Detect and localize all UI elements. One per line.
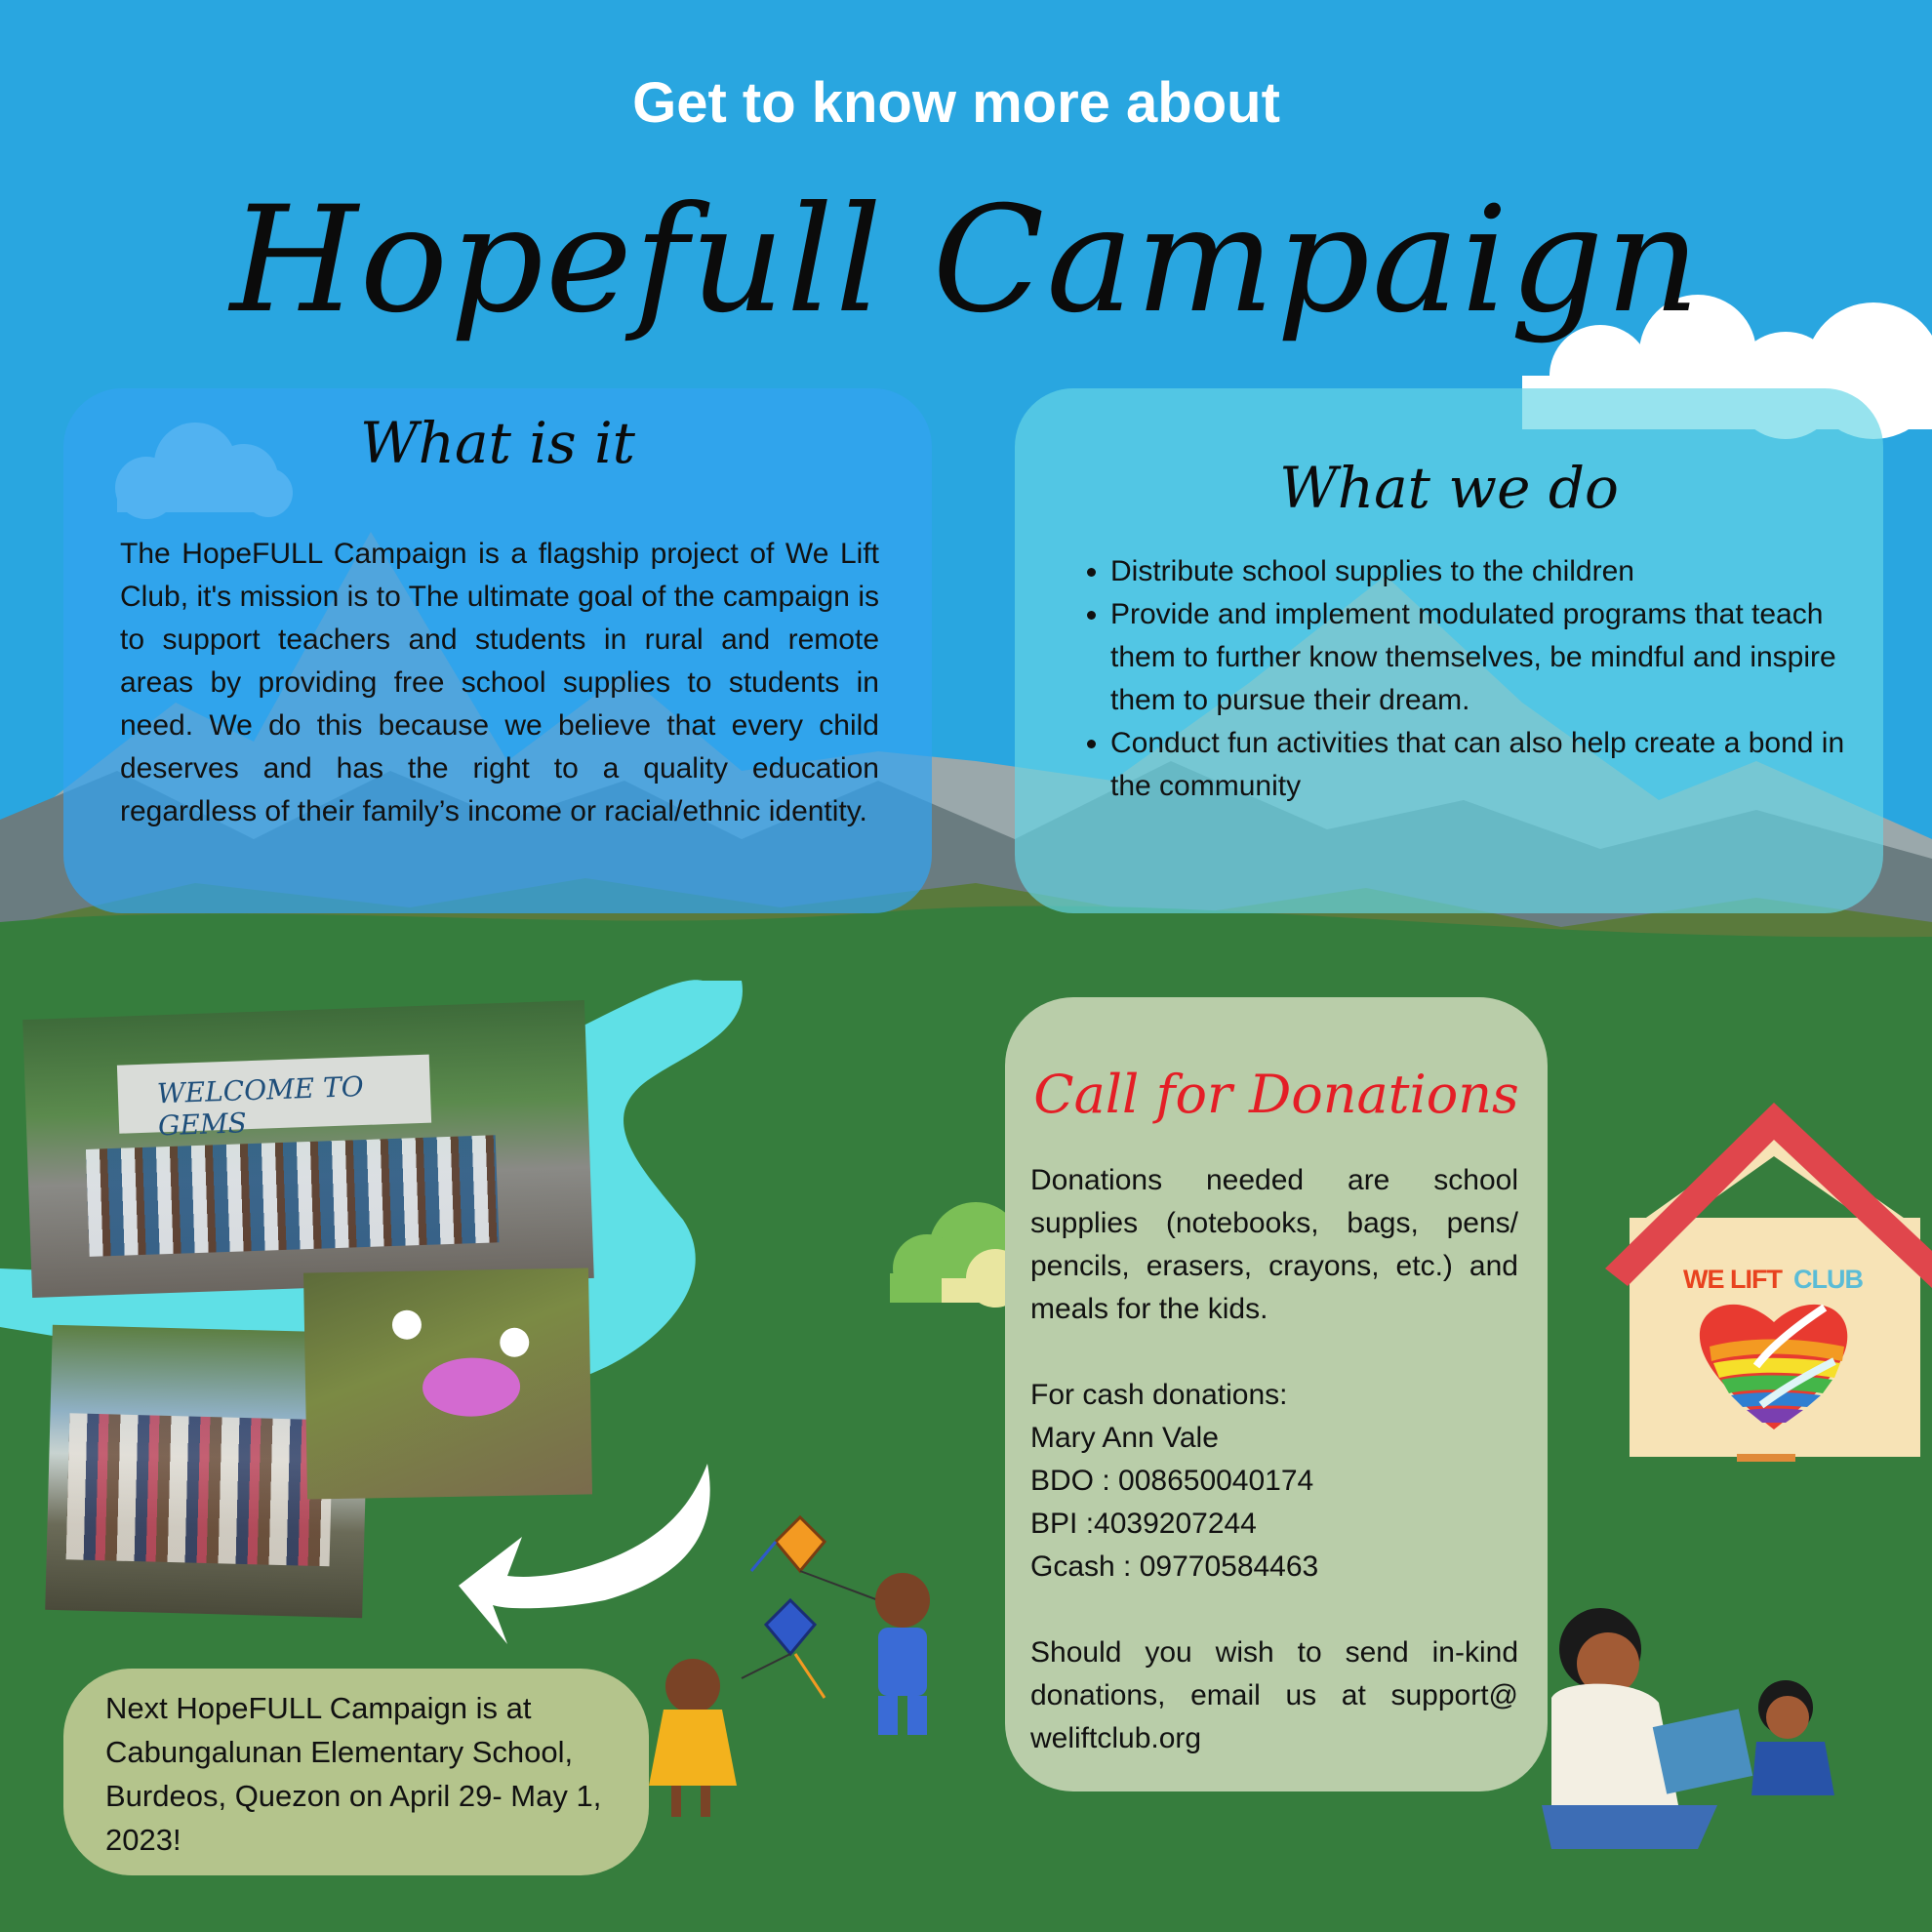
what-is-it-body: The HopeFULL Campaign is a flagship project of We Lift Club, it's mission is to The ultimate goal of the campaign is to support teachers and students in rural and remote areas by providing free school supplies to students in need. We do this because we believe that every child deserves and has the right to a quality education regardless of their family’s income or racial/ethnic identity. bbox=[120, 538, 879, 827]
list-item: • Distribute school supplies to the children bbox=[1110, 550, 1846, 593]
what-we-do-list bbox=[1075, 550, 1846, 808]
pink-table bbox=[423, 1357, 521, 1418]
gcash-account: Gcash : 09770584463 bbox=[1030, 1550, 1319, 1583]
list-item: • Conduct fun activities that can also help create a bond in the community bbox=[1110, 722, 1846, 808]
cap bbox=[392, 1309, 423, 1340]
photo-group-welcome bbox=[22, 1000, 594, 1298]
logo-word-club: CLUB bbox=[1793, 1265, 1863, 1294]
page-title: Hopefull Campaign bbox=[229, 176, 1703, 345]
welcome-sign-text: WELCOME TO GEMS bbox=[156, 1069, 365, 1143]
bpi-account: BPI :4039207244 bbox=[1030, 1508, 1257, 1540]
what-is-it-panel bbox=[63, 388, 932, 913]
donations-panel bbox=[1005, 997, 1548, 1791]
bdo-account: BDO : 008650040174 bbox=[1030, 1465, 1314, 1497]
list-item: • Provide and implement modulated programs that teach them to further know themselves, be mindful and inspire them to pursue their dream. bbox=[1110, 593, 1846, 722]
welcome-sign bbox=[117, 1055, 431, 1143]
cash-heading: For cash donations: bbox=[1030, 1379, 1288, 1411]
photo-kids-table bbox=[303, 1268, 592, 1499]
donations-needed: Donations needed are school supplies (notebooks, bags, pens/ pencils, erasers, crayons, etc.) and meals for the kids. bbox=[1030, 1164, 1518, 1325]
account-name: Mary Ann Vale bbox=[1030, 1422, 1219, 1454]
crowd bbox=[86, 1135, 500, 1257]
header-kicker: Get to know more about bbox=[632, 71, 1280, 135]
what-we-do-title: What we do bbox=[1279, 455, 1619, 521]
what-is-it-title: What is it bbox=[360, 410, 635, 476]
in-kind-info: Should you wish to send in-kind donations, email us at support@ weliftclub.org bbox=[1030, 1636, 1518, 1754]
donations-title: Call for Donations bbox=[1033, 1064, 1519, 1125]
next-campaign-panel bbox=[63, 1669, 649, 1875]
group bbox=[66, 1413, 334, 1566]
cap bbox=[500, 1328, 530, 1358]
logo-word-we-lift: WE LIFT bbox=[1683, 1265, 1782, 1294]
next-campaign-text: Next HopeFULL Campaign is at Cabungalunan Elementary School, Burdeos, Quezon on April 29- May 1, 2023! bbox=[105, 1691, 602, 1857]
what-we-do-panel bbox=[1015, 388, 1883, 913]
